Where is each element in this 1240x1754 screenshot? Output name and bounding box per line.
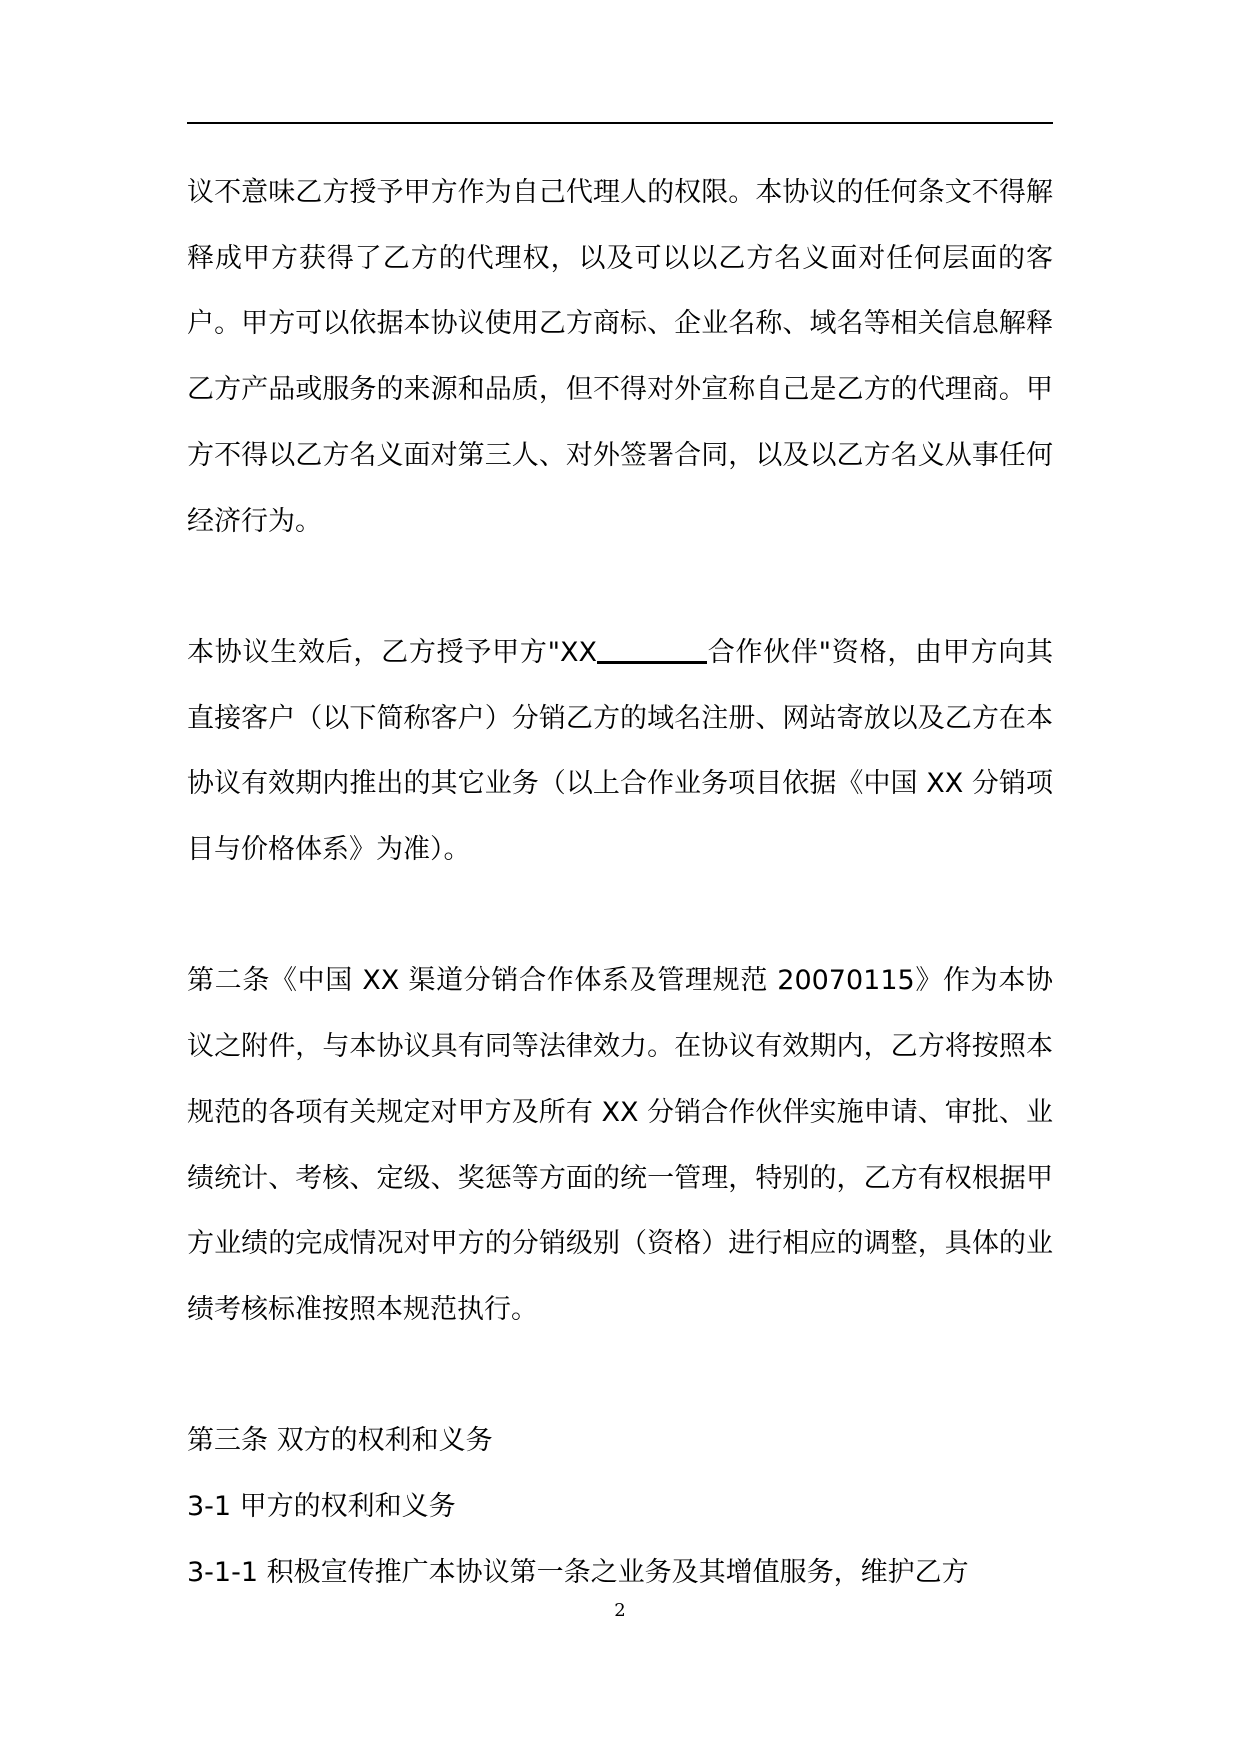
paragraph-spacer — [187, 1343, 1053, 1409]
heading-article-three: 第三条 双方的权利和义务 — [187, 1425, 493, 1457]
partner-text-after-blank: 合作伙伴"资格，由甲方向其直接客户（以下简称客户）分销乙方的域名注册、网站寄放以及乙方在本协议有效期内推出的其它业务（以上合作业务项目依据《中国 XX 分销项目与价格体系》为准）。 — [187, 636, 1053, 866]
document-body — [187, 160, 1053, 1605]
heading-section-3-1: 3-1 甲方的权利和义务 — [187, 1491, 456, 1523]
paragraph-clause-3-1-1: 3-1-1 积极宣传推广本协议第一条之业务及其增值服务，维护乙方 — [187, 1556, 969, 1588]
paragraph-agency-limits: 议不意味乙方授予甲方作为自己代理人的权限。本协议的任何条文不得解释成甲方获得了乙方的代理权，以及可以以乙方名义面对任何层面的客户。甲方可以依据本协议使用乙方商标、企业名称、域名等相关信息解释乙方产品或服务的来源和品质，但不得对外宣称自己是乙方的代理商。甲方不得以乙方名义面对第三人、对外签署合同，以及以乙方名义从事任何经济行为。 — [187, 177, 1053, 537]
page-number: 2 — [614, 1600, 626, 1621]
paragraph-spacer — [187, 554, 1053, 620]
header-rule — [187, 122, 1053, 124]
paragraph-spacer — [187, 883, 1053, 949]
paragraph-article-two: 第二条《中国 XX 渠道分销合作体系及管理规范 20070115》作为本协议之附件，与本协议具有同等法律效力。在协议有效期内，乙方将按照本规范的各项有关规定对甲方及所有 XX 分销合作伙伴实施申请、审批、业绩统计、考核、定级、奖惩等方面的统一管理，特别的，乙方有权根据甲方业绩的完成情况对甲方的分销级别（资格）进行相应的调整，具体的业绩考核标准按照本规范执行。 — [187, 965, 1053, 1325]
partner-text-before-blank: 本协议生效后，乙方授予甲方"XX — [187, 636, 597, 668]
paragraph-partner-qualification — [187, 620, 1053, 883]
fill-in-blank — [597, 634, 707, 664]
